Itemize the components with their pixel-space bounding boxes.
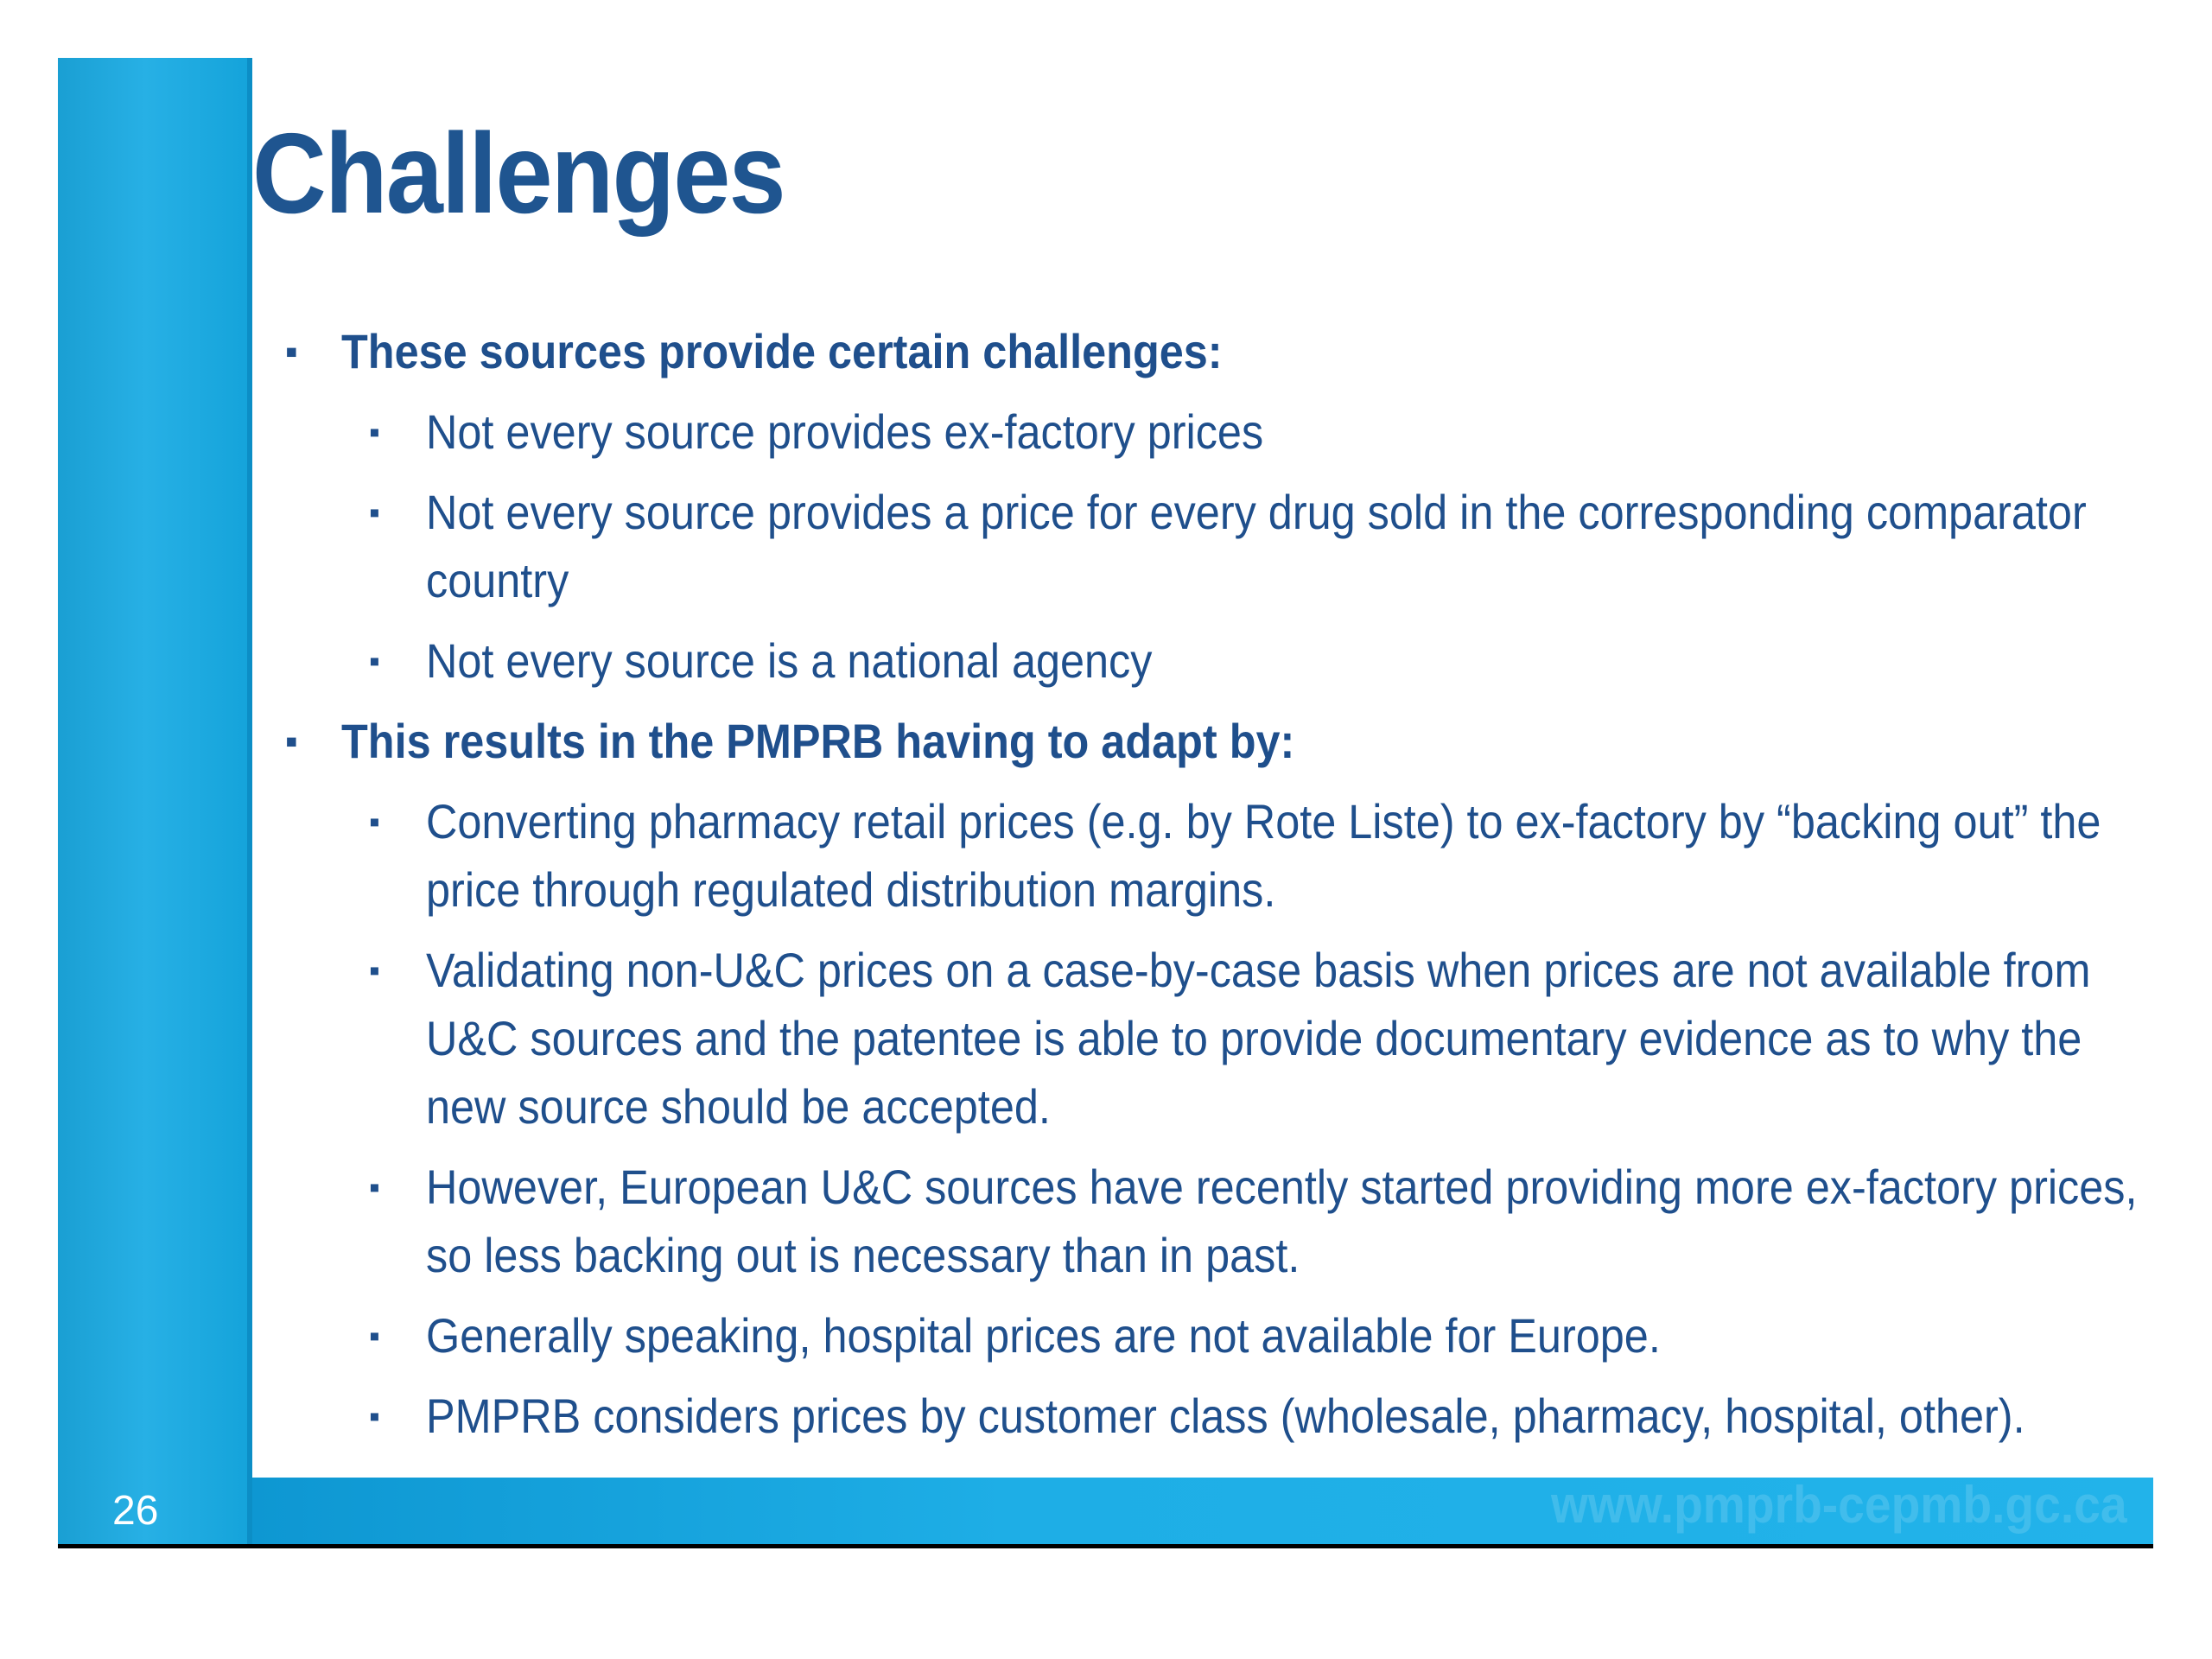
sub-bullet-item [285, 478, 2143, 614]
slide [58, 58, 2153, 1548]
sub-bullet-text: Not every source provides a price for every drug sold in the corresponding comparator country [426, 485, 2087, 607]
footer-url: www.pmprb-cepmb.gc.ca [1551, 1476, 2127, 1534]
sub-bullet-text: Validating non-U&C prices on a case-by-case basis when prices are not available from U&C sources and the patentee is able to provide documentary evidence as to why the new source should be accepted. [426, 943, 2091, 1134]
square-bullet-icon: ▪ [285, 331, 298, 372]
square-bullet-icon: ▪ [369, 643, 380, 678]
sub-bullet-text: Not every source provides ex-factory prices [426, 404, 1264, 459]
square-bullet-icon: ▪ [369, 1169, 380, 1205]
square-bullet-icon: ▪ [369, 1398, 380, 1433]
sub-bullet-item [285, 936, 2143, 1141]
sub-bullet-text: PMPRB considers prices by customer class (wholesale, pharmacy, hospital, other). [426, 1389, 2025, 1443]
bullet-item [285, 707, 2143, 775]
square-bullet-icon: ▪ [369, 804, 380, 839]
bullet-text: This results in the PMPRB having to adapt by: [341, 714, 1295, 768]
page-number: 26 [112, 1488, 159, 1534]
sub-bullet-text: Converting pharmacy retail prices (e.g. by Rote Liste) to ex-factory by “backing out” the price through regulated distribution margins. [426, 794, 2101, 917]
sub-bullet-item [285, 1153, 2143, 1289]
square-bullet-icon: ▪ [369, 494, 380, 530]
square-bullet-icon: ▪ [369, 952, 380, 988]
bullet-text: These sources provide certain challenges: [341, 324, 1223, 378]
sub-bullet-item [285, 626, 2143, 695]
sub-bullet-item [285, 1382, 2143, 1450]
sub-bullet-text: Generally speaking, hospital prices are not available for Europe. [426, 1308, 1661, 1363]
slide-title: Challenges [252, 110, 785, 237]
sub-bullet-text: Not every source is a national agency [426, 633, 1153, 688]
bottom-black-strip [58, 1544, 2153, 1548]
left-accent-bar [58, 58, 252, 1544]
square-bullet-icon: ▪ [369, 1318, 380, 1353]
square-bullet-icon: ▪ [285, 721, 298, 761]
sub-bullet-item [285, 1301, 2143, 1370]
bullet-item [285, 317, 2143, 385]
bullet-list [285, 317, 2143, 1462]
sub-bullet-text: However, European U&C sources have recently started providing more ex-factory prices, so less backing out is necessary than in past. [426, 1160, 2138, 1282]
square-bullet-icon: ▪ [369, 414, 380, 449]
sub-bullet-item [285, 397, 2143, 466]
sub-bullet-item [285, 787, 2143, 924]
